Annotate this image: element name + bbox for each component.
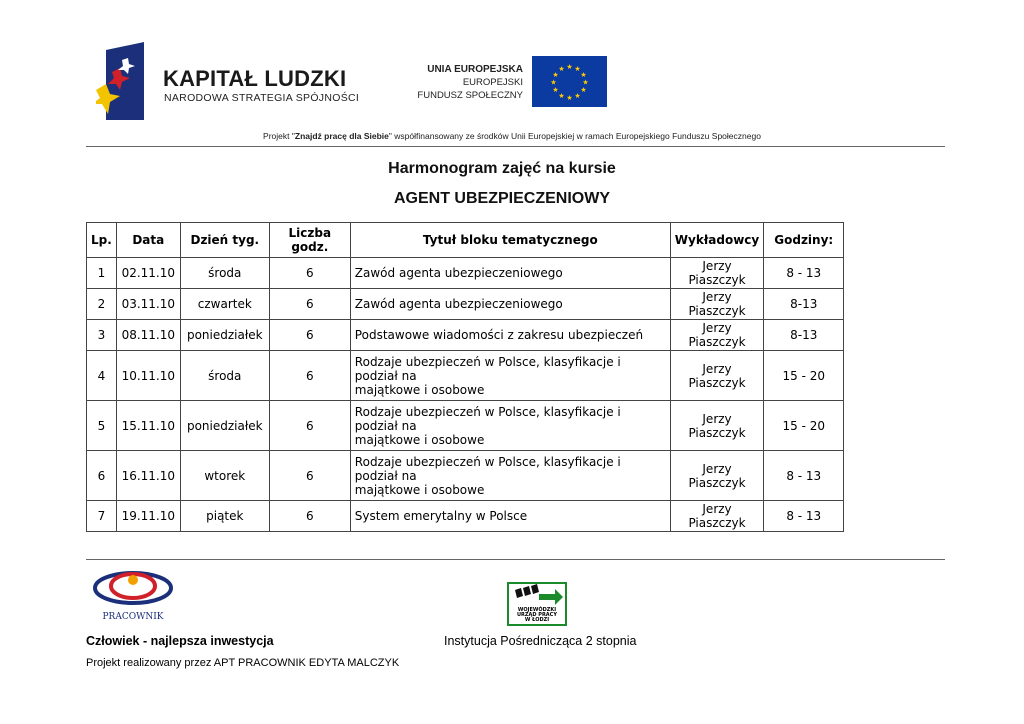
cell-dzien: wtorek	[180, 451, 269, 501]
cell-lp: 3	[87, 320, 117, 351]
eu-flag-icon	[532, 56, 607, 107]
cell-godz: 6	[269, 501, 350, 532]
cell-tytul: Podstawowe wiadomości z zakresu ubezpieczeń	[350, 320, 670, 351]
course-name: AGENT UBEZPIECZENIOWY	[393, 190, 610, 207]
table-header-row	[87, 223, 844, 258]
cell-wykladowca: Jerzy Piaszczyk	[670, 401, 763, 451]
svg-text:★: ★	[582, 78, 589, 87]
cell-data: 03.11.10	[116, 289, 180, 320]
header-divider	[86, 146, 945, 147]
table-row	[87, 320, 844, 351]
cell-tytul	[350, 401, 670, 451]
wup-lodz-logo-icon	[507, 582, 567, 626]
svg-text:★: ★	[558, 92, 565, 100]
cell-godz: 6	[269, 320, 350, 351]
cell-godziny: 8-13	[764, 289, 844, 320]
cell-dzien: poniedziałek	[180, 401, 269, 451]
header-liczba-godz: Liczba godz.	[269, 223, 350, 258]
cell-godziny: 8 - 13	[764, 451, 844, 501]
wup-line-2: URZĄD PRACY	[517, 612, 557, 618]
cell-godziny: 8 - 13	[764, 501, 844, 532]
cell-wykladowca: Jerzy Piaszczyk	[670, 501, 763, 532]
header-data: Data	[116, 223, 180, 258]
cell-tytul-line-2: majątkowe i osobowe	[354, 432, 485, 447]
cell-dzien: środa	[180, 351, 269, 401]
cell-tytul-line-1: Rodzaje ubezpieczeń w Polsce, klasyfikacje i podział na	[354, 354, 621, 383]
wup-line-1: WOJEWÓDZKI	[517, 607, 557, 613]
header-wykladowcy: Wykładowcy	[670, 223, 763, 258]
cell-lp: 1	[87, 258, 117, 289]
svg-text:★: ★	[580, 86, 587, 94]
footer-motto: Człowiek - najlepsza inwestycja	[86, 634, 274, 648]
project-name: Znajdź pracę dla Siebie	[294, 131, 389, 141]
prac-logo-text: PRACOWNIK	[102, 612, 164, 622]
cell-data: 15.11.10	[116, 401, 180, 451]
svg-text:★: ★	[550, 78, 557, 87]
cell-tytul	[350, 351, 670, 401]
table-row	[87, 401, 844, 451]
cell-tytul-line-2: majątkowe i osobowe	[354, 482, 485, 497]
cell-tytul-line-2: majątkowe i osobowe	[354, 382, 485, 397]
footer-divider	[86, 559, 945, 560]
table-row	[87, 501, 844, 532]
cell-tytul-line-1: Rodzaje ubezpieczeń w Polsce, klasyfikacje i podział na	[354, 404, 621, 433]
eu-line-2: EUROPEJSKI	[462, 77, 523, 88]
svg-text:★: ★	[566, 94, 573, 102]
kl-title: KAPITAŁ LUDZKI	[163, 66, 347, 91]
svg-text:★: ★	[574, 65, 581, 73]
cell-dzien: czwartek	[180, 289, 269, 320]
cell-tytul: System emerytalny w Polsce	[350, 501, 670, 532]
table-row	[87, 289, 844, 320]
svg-text:★: ★	[558, 65, 565, 73]
cell-godz: 6	[269, 351, 350, 401]
svg-text:★: ★	[552, 71, 559, 79]
project-suffix: " współfinansowany ze środków Unii Europejskiej w ramach Europejskiego Funduszu Społecznego	[388, 131, 761, 141]
cell-data: 08.11.10	[116, 320, 180, 351]
footer-realized-by: Projekt realizowany przez APT PRACOWNIK EDYTA MALCZYK	[86, 657, 400, 669]
schedule-table	[86, 222, 844, 532]
cell-data: 02.11.10	[116, 258, 180, 289]
cell-lp: 7	[87, 501, 117, 532]
header-dzien: Dzień tyg.	[180, 223, 269, 258]
table-row	[87, 351, 844, 401]
cell-lp: 5	[87, 401, 117, 451]
cell-lp: 2	[87, 289, 117, 320]
cell-wykladowca: Jerzy Piaszczyk	[670, 451, 763, 501]
cell-godz: 6	[269, 401, 350, 451]
cell-dzien: poniedziałek	[180, 320, 269, 351]
eu-line-1: UNIA EUROPEJSKA	[427, 64, 523, 75]
wup-line-3: W ŁODZI	[524, 617, 550, 623]
cell-tytul: Zawód agenta ubezpieczeniowego	[350, 289, 670, 320]
document-title: Harmonogram zajęć na kursie	[388, 160, 616, 177]
cell-godziny: 15 - 20	[764, 401, 844, 451]
cell-data: 19.11.10	[116, 501, 180, 532]
svg-text:★: ★	[552, 86, 559, 94]
table-row	[87, 258, 844, 289]
project-prefix: Projekt "	[263, 131, 295, 141]
cell-wykladowca: Jerzy Piaszczyk	[670, 320, 763, 351]
pracownik-logo-icon	[90, 566, 176, 626]
cell-godziny: 15 - 20	[764, 351, 844, 401]
cell-dzien: środa	[180, 258, 269, 289]
cell-godz: 6	[269, 451, 350, 501]
header-tytul: Tytuł bloku tematycznego	[350, 223, 670, 258]
header-godziny: Godziny:	[764, 223, 844, 258]
eu-line-3: FUNDUSZ SPOŁECZNY	[417, 90, 523, 101]
cell-data: 16.11.10	[116, 451, 180, 501]
cell-godziny: 8 - 13	[764, 258, 844, 289]
header-lp: Lp.	[87, 223, 117, 258]
svg-text:★: ★	[580, 71, 587, 79]
eu-text-block	[405, 63, 523, 102]
cell-tytul	[350, 451, 670, 501]
table-row	[87, 451, 844, 501]
svg-text:★: ★	[574, 92, 581, 100]
cell-godziny: 8-13	[764, 320, 844, 351]
cell-wykladowca: Jerzy Piaszczyk	[670, 351, 763, 401]
wup-arrow-icon	[509, 584, 565, 624]
cell-wykladowca: Jerzy Piaszczyk	[670, 289, 763, 320]
svg-text:★: ★	[566, 63, 573, 71]
cell-data: 10.11.10	[116, 351, 180, 401]
cell-tytul: Zawód agenta ubezpieczeniowego	[350, 258, 670, 289]
cell-godz: 6	[269, 258, 350, 289]
footer-institution: Instytucja Pośrednicząca 2 stopnia	[444, 634, 637, 648]
project-line	[0, 131, 1024, 141]
kl-subtitle: NARODOWA STRATEGIA SPÓJNOŚCI	[164, 92, 360, 104]
cell-wykladowca: Jerzy Piaszczyk	[670, 258, 763, 289]
cell-lp: 4	[87, 351, 117, 401]
cell-godz: 6	[269, 289, 350, 320]
cell-tytul-line-1: Rodzaje ubezpieczeń w Polsce, klasyfikacje i podział na	[354, 454, 621, 483]
cell-lp: 6	[87, 451, 117, 501]
cell-dzien: piątek	[180, 501, 269, 532]
